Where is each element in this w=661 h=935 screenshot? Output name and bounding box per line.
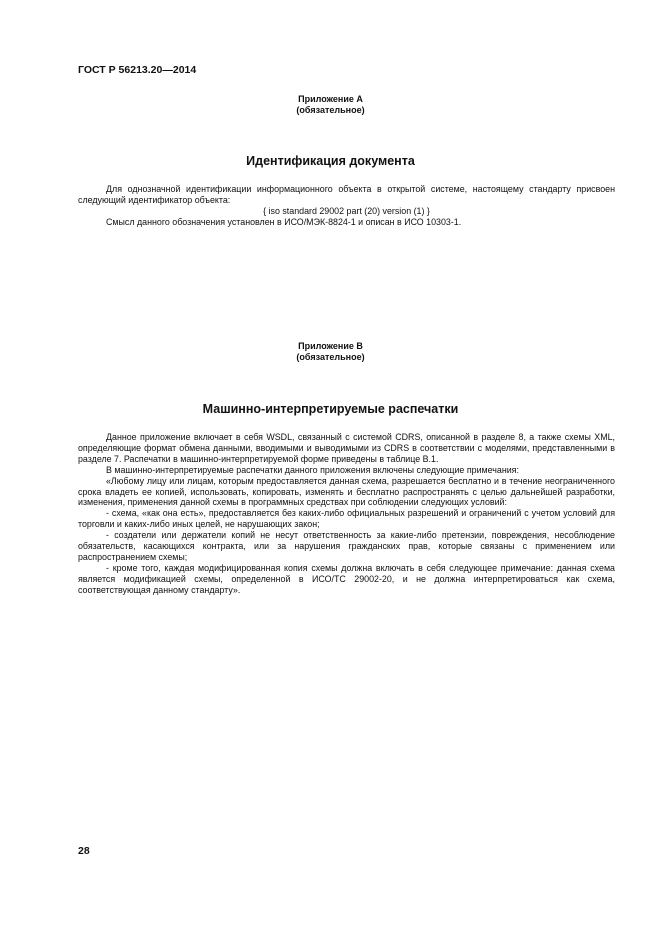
annex-b-paragraph: - кроме того, каждая модифицированная копия схемы должна включать в себя следующее примечание: данная схема является модификацией схемы, определенной в ИСО/ТС 29002-20, и не должна интерпретироваться как схема, соответствующая данному стандарту». bbox=[78, 562, 615, 595]
annex-b-heading bbox=[0, 341, 661, 363]
annex-a-status: (обязательное) bbox=[296, 105, 365, 115]
annex-b-label: Приложение В bbox=[298, 341, 363, 351]
annex-b-title: Машинно-интерпретируемые распечатки bbox=[202, 402, 459, 416]
document-header: ГОСТ Р 56213.20—2014 bbox=[78, 64, 197, 76]
annex-b-paragraph: В машинно-интерпретируемые распечатки данного приложения включены следующие примечания: bbox=[106, 464, 519, 475]
annex-a-heading bbox=[0, 94, 661, 116]
annex-b-paragraph: - схема, «как она есть», предоставляется без каких-либо официальных разрешений и ограничений с учетом условий для торговли и каких-либо иных целей, не нарушающих закон; bbox=[78, 508, 615, 530]
annex-b-body bbox=[78, 432, 615, 596]
annex-a-paragraph: Для однозначной идентификации информационного объекта в открытой системе, настоящему стандарту присвоен следующий идентификатор объекта: bbox=[78, 184, 615, 205]
annex-a-title: Идентификация документа bbox=[246, 154, 415, 168]
page-number: 28 bbox=[78, 845, 90, 857]
annex-b-paragraph: «Любому лицу или лицам, которым предоставляется данная схема, разрешается бесплатно и в течение неограниченного срока владеть ее копией, использовать, копировать, изменять и бесплатно распространять с целью дальнейшей разработки, изменения, применения данной схемы в программных средствах при соблюдении следующих условий: bbox=[78, 475, 615, 508]
annex-a-label: Приложение А bbox=[298, 94, 363, 104]
annex-a-body bbox=[78, 184, 615, 228]
annex-b-status: (обязательное) bbox=[296, 352, 365, 362]
object-identifier: { iso standard 29002 part (20) version (1) } bbox=[263, 205, 430, 216]
annex-b-paragraph: Данное приложение включает в себя WSDL, связанный с системой CDRS, описанной в разделе 8, а также схемы XML, определяющие формат обмена данными, вводимыми и выводимыми из CDRS в соответствии с моделями, представленными в разделе 7. Распечатки в машинно-интерпретируемой форме приведены в таблице В.1. bbox=[78, 432, 615, 464]
annex-a-paragraph: Смысл данного обозначения установлен в ИСО/МЭК-8824-1 и описан в ИСО 10303-1. bbox=[106, 216, 462, 227]
annex-b-paragraph: - создатели или держатели копий не несут ответственность за какие-либо претензии, повреждения, несоблюдение обязательств, касающихся контракта, или за нарушения гражданских прав, которые связаны с применением или распространением схемы; bbox=[78, 530, 615, 562]
